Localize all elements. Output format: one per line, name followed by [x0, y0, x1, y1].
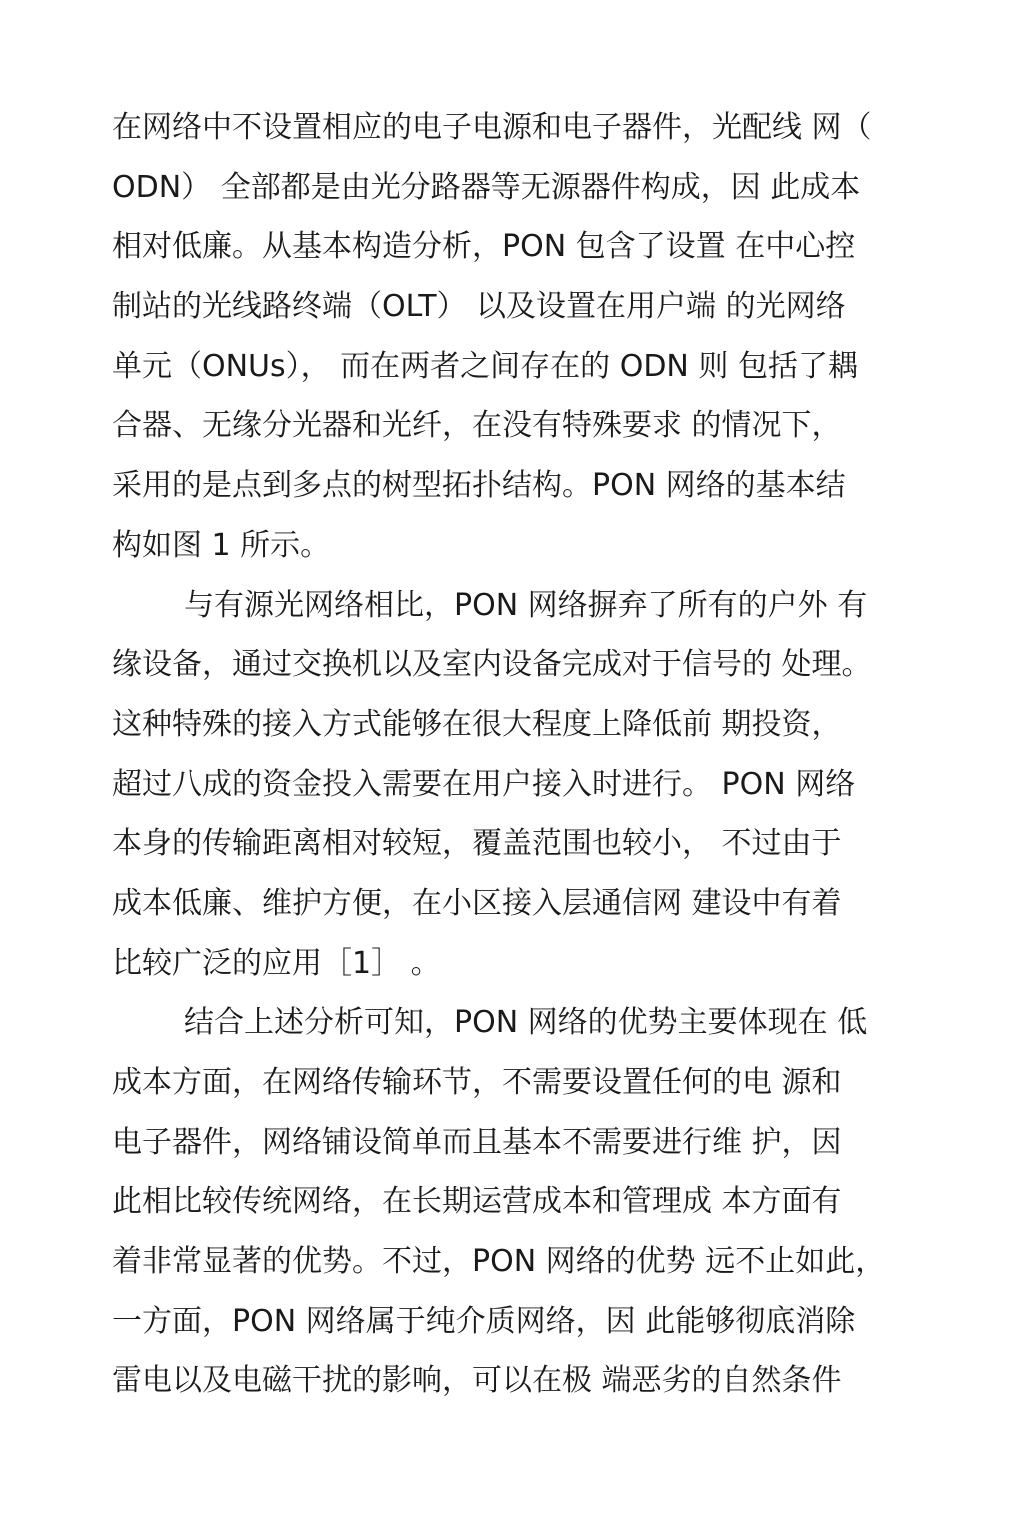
paragraph-line: 合器、无缘分光器和光纤，在没有特殊要求 的情况下， — [112, 408, 842, 444]
paragraph-line: 采用的是点到多点的树型拓扑结构。PON 网络的基本结 — [112, 468, 846, 504]
paragraph-line: 本身的传输距离相对较短，覆盖范围也较小， 不过由于 — [112, 826, 842, 862]
paragraph-line: 单元（ONUs）， 而在两者之间存在的 ODN 则 包括了耦 — [112, 348, 858, 384]
paragraph-line: 在网络中不设置相应的电子电源和电子器件，光配线 网（ — [112, 110, 872, 145]
paragraph-line: 缘设备，通过交换机以及室内设备完成对于信号的 处理。 — [112, 647, 872, 683]
paragraph-line: 比较广泛的应用［1］ 。 — [112, 945, 441, 981]
paragraph-line: 与有源光网络相比，PON 网络摒弃了所有的户外 有 — [184, 587, 868, 623]
paragraph-line: 此相比较传统网络，在长期运营成本和管理成 本方面有 — [112, 1184, 842, 1220]
paragraph-3 — [112, 993, 932, 1411]
paragraph-line: 相对低廉。从基本构造分析，PON 包含了设置 在中心控 — [112, 229, 856, 265]
paragraph-line: 雷电以及电磁干扰的影响，可以在极 端恶劣的自然条件 — [112, 1363, 842, 1399]
paragraph-1 — [112, 98, 932, 576]
paragraph-line: 成本低廉、维护方便，在小区接入层通信网 建设中有着 — [112, 885, 842, 921]
paragraph-line: 构如图 1 所示。 — [112, 527, 331, 563]
paragraph-line: 电子器件，网络铺设简单而且基本不需要进行维 护，因 — [112, 1124, 842, 1160]
body-text — [112, 98, 932, 1411]
paragraph-line: 结合上述分析可知，PON 网络的优势主要体现在 低 — [184, 1005, 868, 1041]
paragraph-line: 制站的光线路终端（OLT） 以及设置在用户端 的光网络 — [112, 289, 846, 325]
paragraph-line: 着非常显著的优势。不过，PON 网络的优势 远不止如此， — [112, 1244, 886, 1280]
paragraph-2 — [112, 576, 932, 994]
paragraph-line: ODN） 全部都是由光分路器等无源器件构成，因 此成本 — [112, 169, 861, 205]
paragraph-line: 成本方面，在网络传输环节，不需要设置任何的电 源和 — [112, 1065, 842, 1100]
paragraph-line: 这种特殊的接入方式能够在很大程度上降低前 期投资， — [112, 706, 842, 742]
paragraph-line: 超过八成的资金投入需要在用户接入时进行。 PON 网络 — [112, 766, 856, 802]
paragraph-line: 一方面，PON 网络属于纯介质网络，因 此能够彻底消除 — [112, 1303, 856, 1339]
